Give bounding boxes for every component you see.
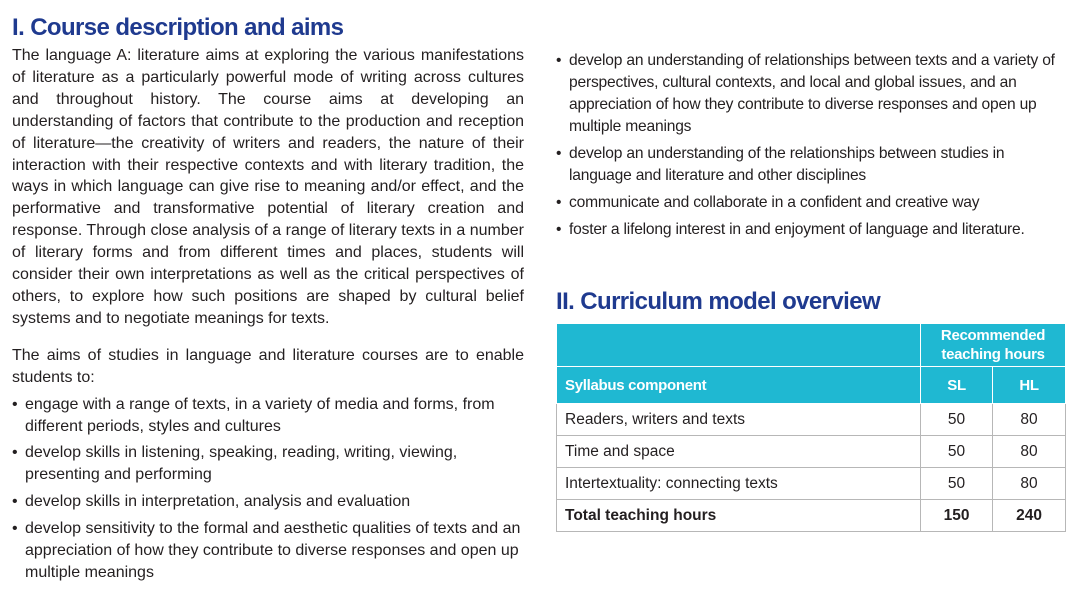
table-row bbox=[557, 468, 1066, 500]
sl-cell: 50 bbox=[921, 404, 993, 436]
left-column bbox=[12, 14, 524, 584]
component-cell: Time and space bbox=[557, 436, 921, 468]
hl-cell: 80 bbox=[993, 468, 1066, 500]
aim-text: develop sensitivity to the formal and aesthetic qualities of texts and an appreciation of how they contribute to diverse responses and open up multiple meanings bbox=[25, 520, 521, 581]
aims-list-right bbox=[556, 50, 1070, 241]
list-item bbox=[12, 394, 524, 438]
total-hl-cell: 240 bbox=[993, 500, 1066, 532]
aim-text: develop an understanding of relationships between texts and a variety of perspectives, cultural contexts, and local and global issues, and an appreciation of how they contribute to diverse responses and open up multiple meanings bbox=[569, 52, 1055, 135]
list-item bbox=[12, 491, 524, 513]
component-cell: Intertextuality: connecting texts bbox=[557, 468, 921, 500]
total-label-cell: Total teaching hours bbox=[557, 500, 921, 532]
total-sl-cell: 150 bbox=[921, 500, 993, 532]
curriculum-table bbox=[556, 323, 1066, 532]
sl-cell: 50 bbox=[921, 468, 993, 500]
syllabus-component-header: Syllabus component bbox=[557, 367, 921, 404]
hl-header: HL bbox=[993, 367, 1066, 404]
bullet-icon: • bbox=[556, 145, 562, 162]
aim-text: communicate and collaborate in a confident and creative way bbox=[569, 194, 980, 211]
aim-text: engage with a range of texts, in a variety of media and forms, from different periods, styles and cultures bbox=[25, 395, 495, 435]
bullet-icon: • bbox=[12, 395, 18, 413]
bullet-icon: • bbox=[556, 221, 562, 238]
hl-cell: 80 bbox=[993, 404, 1066, 436]
recommended-hours-header: Recommended teaching hours bbox=[921, 324, 1066, 367]
bullet-icon: • bbox=[12, 520, 18, 538]
list-item bbox=[556, 50, 1070, 138]
course-description-text: The language A: literature aims at exploring the various manifestations of literature as a particularly powerful mode of writing across cultures and throughout history. The course aims at developing an understanding of factors that contribute to the production and reception of literature—the creativity of writers and readers, the nature of their interaction with their respective contexts and with literary tradition, the ways in which language can give rise to meaning and/or effect, and the performative and transformative potential of literary creation and response. Through close analysis of a range of literary texts in a number of literary forms and from different times and places, students will consider their own interpretations as well as the critical perspectives of others, to explore how such positions are shaped by cultural belief systems and to negotiate meanings for texts. bbox=[12, 47, 524, 327]
right-column bbox=[556, 50, 1070, 315]
bullet-icon: • bbox=[556, 52, 562, 69]
aim-text: develop skills in listening, speaking, reading, writing, viewing, presenting and performing bbox=[25, 444, 458, 484]
table-row bbox=[557, 436, 1066, 468]
list-item bbox=[12, 518, 524, 584]
curriculum-heading: II. Curriculum model overview bbox=[556, 288, 881, 315]
bullet-icon: • bbox=[12, 493, 18, 511]
table-row bbox=[557, 404, 1066, 436]
list-item bbox=[556, 219, 1070, 241]
list-item bbox=[556, 192, 1070, 214]
aim-text: foster a lifelong interest in and enjoyment of language and literature. bbox=[569, 221, 1025, 238]
list-item bbox=[556, 143, 1070, 187]
bullet-icon: • bbox=[12, 444, 18, 462]
sl-cell: 50 bbox=[921, 436, 993, 468]
bullet-icon: • bbox=[556, 194, 562, 211]
list-item bbox=[12, 442, 524, 486]
aims-list-left bbox=[12, 394, 524, 584]
header-blank-cell bbox=[557, 324, 921, 367]
sl-header: SL bbox=[921, 367, 993, 404]
aim-text: develop an understanding of the relationships between studies in language and literature and other disciplines bbox=[569, 145, 1005, 184]
aim-text: develop skills in interpretation, analysis and evaluation bbox=[25, 493, 411, 511]
course-description-heading: I. Course description and aims bbox=[12, 14, 344, 41]
aims-intro-text: The aims of studies in language and literature courses are to enable students to: bbox=[12, 346, 524, 386]
component-cell: Readers, writers and texts bbox=[557, 404, 921, 436]
hl-cell: 80 bbox=[993, 436, 1066, 468]
total-row bbox=[557, 500, 1066, 532]
